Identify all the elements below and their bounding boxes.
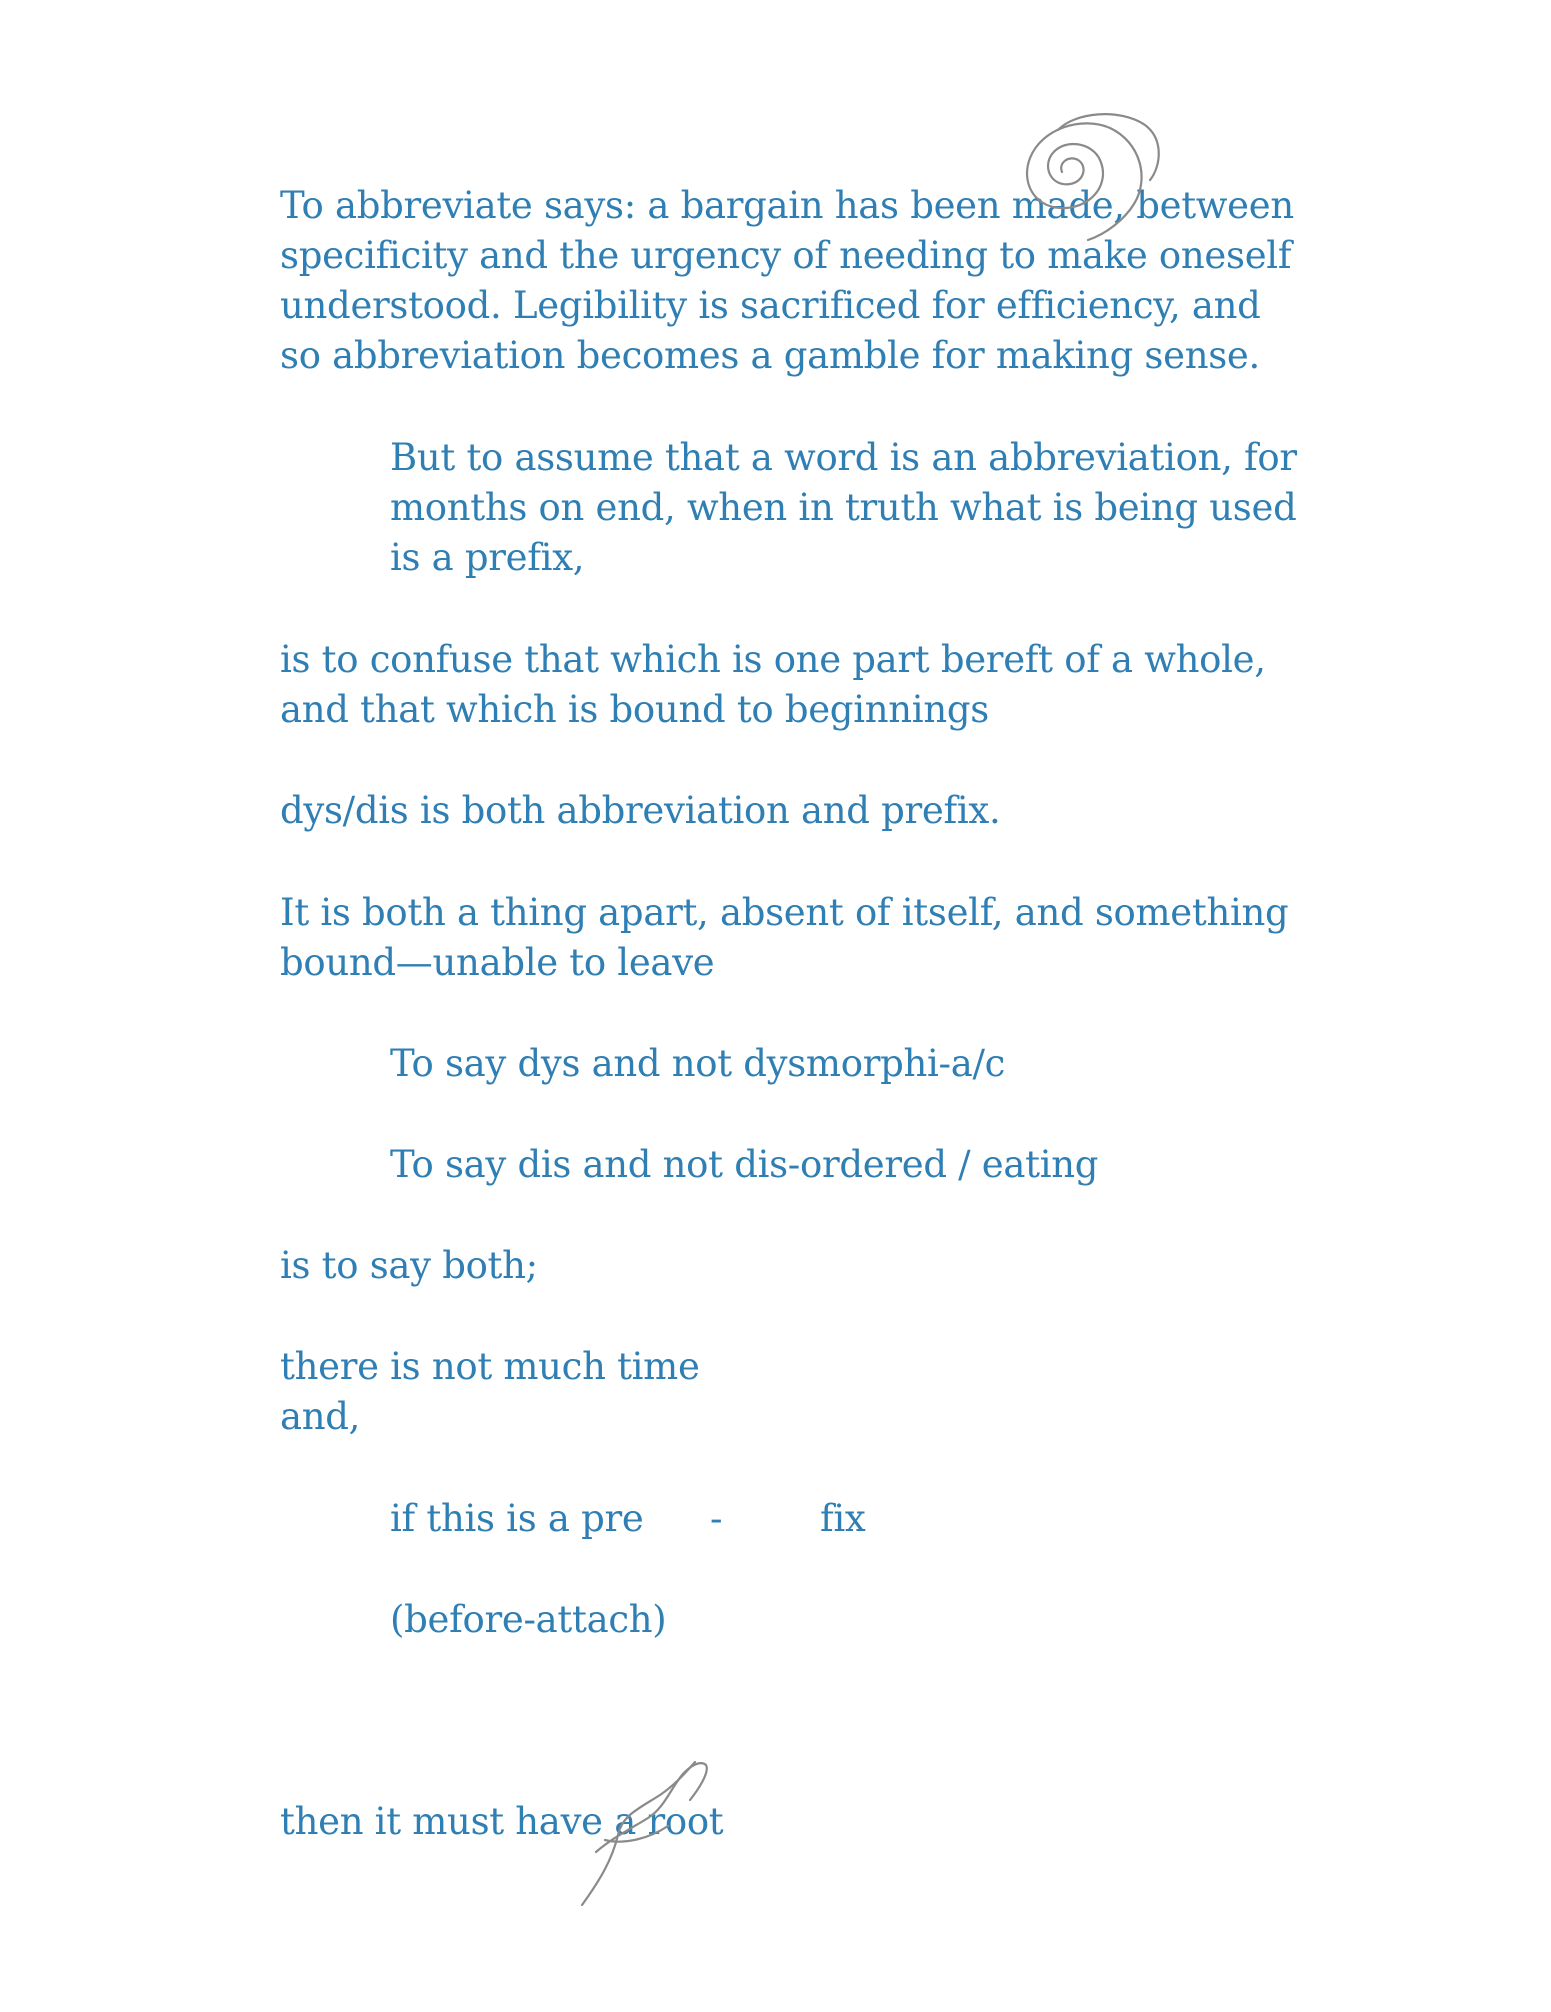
poem-line-prefix-fix: fix — [820, 1497, 866, 1540]
poem-line: is a prefix, — [390, 536, 585, 579]
poem-line: then it must have a root — [280, 1800, 724, 1843]
poem-line: specificity and the urgency of needing to make oneself — [280, 234, 1292, 277]
poem-line: and that which is bound to beginnings — [280, 688, 989, 731]
poem-line: It is both a thing apart, absent of itself, and something — [280, 891, 1289, 934]
poem-line-prefix-dash: - — [710, 1497, 723, 1540]
poem-line: To abbreviate says: a bargain has been made, between — [280, 184, 1294, 227]
poem-line: To say dys and not dysmorphi-a/c — [390, 1042, 1006, 1085]
poem-line: understood. Legibility is sacrificed for efficiency, and — [280, 284, 1261, 327]
poem-line: bound—unable to leave — [280, 941, 715, 984]
poem-line: To say dis and not dis-ordered / eating — [390, 1143, 1099, 1186]
poem-line: is to say both; — [280, 1244, 538, 1287]
poem-line: But to assume that a word is an abbreviation, for — [390, 436, 1297, 479]
poem-line-prefix-pre: if this is a pre — [390, 1497, 644, 1540]
poem-line: months on end, when in truth what is being used — [390, 486, 1297, 529]
poem-line: (before-attach) — [390, 1598, 667, 1641]
poem-line: so abbreviation becomes a gamble for making sense. — [280, 334, 1260, 377]
poem-line: dys/dis is both abbreviation and prefix. — [280, 789, 1001, 832]
poem-line: is to confuse that which is one part bereft of a whole, — [280, 638, 1266, 681]
poem-line: and, — [280, 1395, 361, 1438]
poem-line: there is not much time — [280, 1345, 700, 1388]
